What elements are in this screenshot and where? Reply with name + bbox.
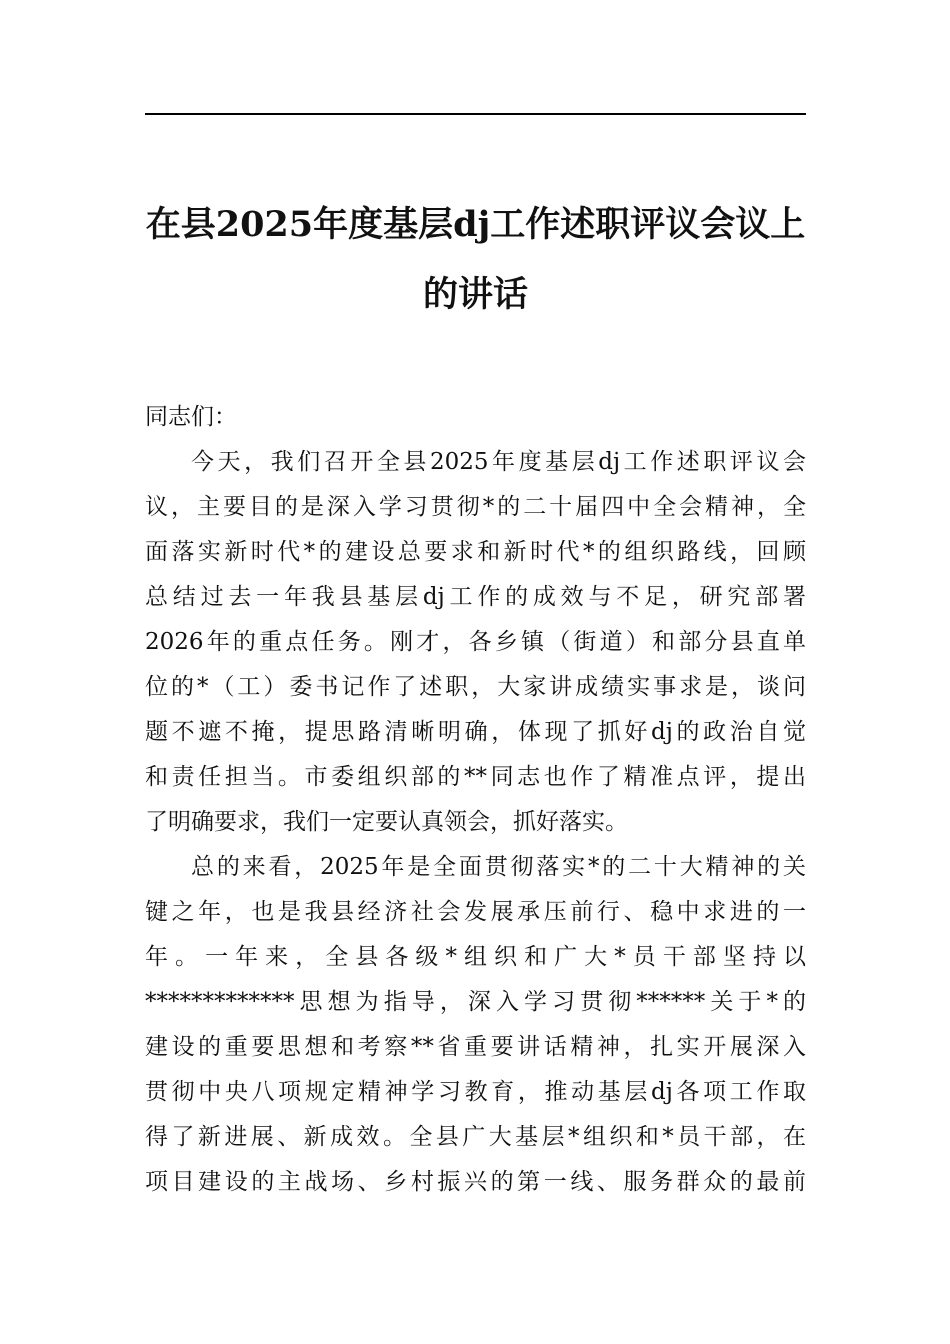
document-body — [145, 395, 806, 1205]
paragraph-line: 位的*（工）委书记作了述职，大家讲成绩实事求是，谈问 — [145, 674, 806, 700]
paragraph-line: 了明确要求，我们一定要认真领会，抓好落实。 — [145, 809, 628, 835]
header-rule — [145, 113, 806, 115]
paragraph-line: 年。一年来，全县各级*组织和广大*员干部坚持以 — [145, 944, 806, 970]
paragraph-line: 和责任担当。市委组织部的**同志也作了精准点评，提出 — [145, 764, 806, 790]
paragraph-line: 键之年，也是我县经济社会发展承压前行、稳中求进的一 — [145, 899, 806, 925]
paragraph-line: 建设的重要思想和考察**省重要讲话精神，扎实开展深入 — [145, 1034, 806, 1060]
paragraph-line: 面落实新时代*的建设总要求和新时代*的组织路线，回顾 — [145, 539, 806, 565]
paragraph-line: 得了新进展、新成效。全县广大基层*组织和*员干部，在 — [145, 1124, 806, 1150]
paragraph-line: *************思想为指导，深入学习贯彻******关于*的 — [145, 989, 806, 1015]
paragraph-line: 今天，我们召开全县2025年度基层dj工作述职评议会 — [191, 449, 806, 475]
salutation: 同志们： — [145, 404, 237, 430]
paragraph-line: 总结过去一年我县基层dj工作的成效与不足，研究部署 — [145, 584, 806, 610]
paragraph-line: 2026年的重点任务。刚才，各乡镇（街道）和部分县直单 — [145, 629, 806, 655]
paragraph-2 — [145, 845, 806, 1205]
paragraph-line: 题不遮不掩，提思路清晰明确，体现了抓好dj的政治自觉 — [145, 719, 806, 745]
paragraph-line: 总的来看，2025年是全面贯彻落实*的二十大精神的关 — [191, 854, 806, 880]
title-line: 在县2025年度基层dj工作述职评议会议上 — [145, 204, 806, 245]
paragraph-line: 贯彻中央八项规定精神学习教育，推动基层dj各项工作取 — [145, 1079, 806, 1105]
paragraph-line: 议，主要目的是深入学习贯彻*的二十届四中全会精神，全 — [145, 494, 806, 520]
paragraph-1 — [145, 440, 806, 845]
title-line: 的讲话 — [422, 274, 528, 315]
document-title — [145, 190, 806, 330]
paragraph-line: 项目建设的主战场、乡村振兴的第一线、服务群众的最前 — [145, 1169, 806, 1195]
